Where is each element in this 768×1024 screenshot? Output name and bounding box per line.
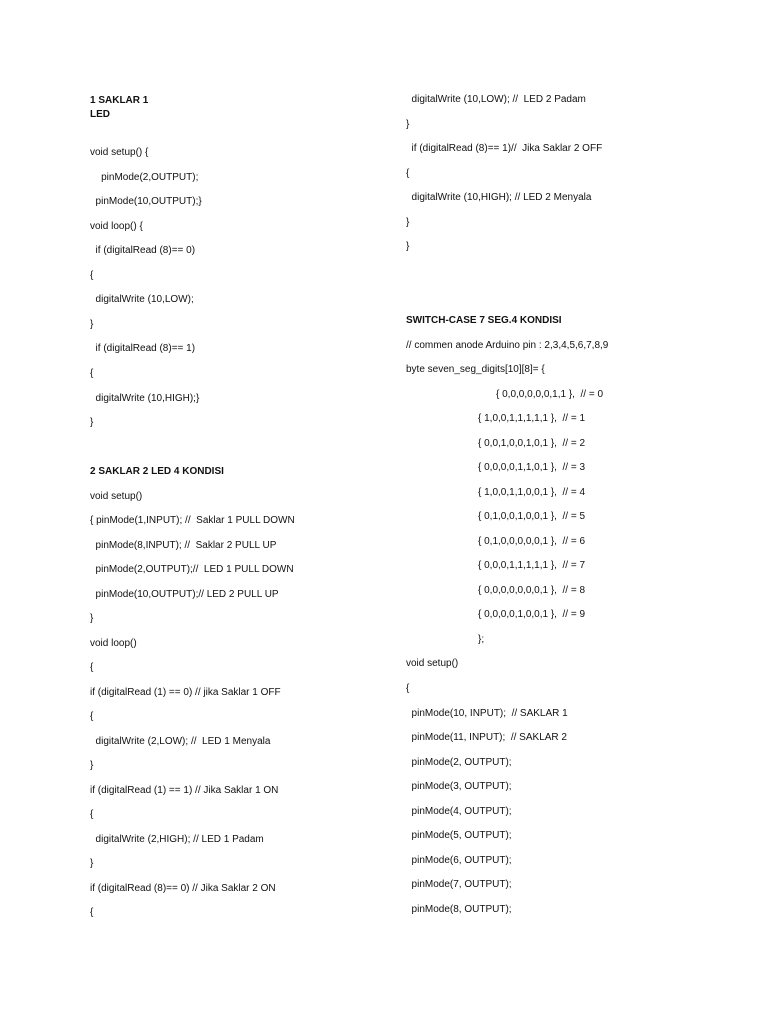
section-heading-1-saklar-1-led: 1 SAKLAR 1 xyxy=(90,95,149,106)
code-line: digitalWrite (2,HIGH); // LED 1 Padam xyxy=(90,834,264,845)
code-line: pinMode(10,OUTPUT);} xyxy=(90,196,202,207)
code-line: pinMode(3, OUTPUT); xyxy=(406,781,512,792)
code-line: pinMode(4, OUTPUT); xyxy=(406,806,512,817)
code-line: } xyxy=(406,217,410,228)
code-line-array-row: { 0,0,0,1,1,1,1,1 }, // = 7 xyxy=(478,560,586,571)
code-line-array-row: { 0,0,0,0,0,0,1,1 }, // = 0 xyxy=(496,389,604,400)
code-line: { xyxy=(90,809,94,820)
section-heading-led: LED xyxy=(90,109,110,120)
code-line: pinMode(2, OUTPUT); xyxy=(406,757,512,768)
code-line: }; xyxy=(478,634,485,645)
code-line: } xyxy=(90,613,94,624)
code-line-array-row: { 1,0,0,1,1,1,1,1 }, // = 1 xyxy=(478,413,586,424)
code-line-array-row: { 0,0,0,0,1,0,0,1 }, // = 9 xyxy=(478,609,586,620)
code-line-array-row: { 0,0,0,0,1,1,0,1 }, // = 3 xyxy=(478,462,586,473)
code-line: pinMode(8,INPUT); // Saklar 2 PULL UP xyxy=(90,540,277,551)
code-line: void setup() xyxy=(406,658,459,669)
code-line: pinMode(10,OUTPUT);// LED 2 PULL UP xyxy=(90,589,279,600)
code-line: digitalWrite (10,HIGH);} xyxy=(90,393,200,404)
code-line: // commen anode Arduino pin : 2,3,4,5,6,7,8,9 xyxy=(406,340,609,351)
code-line: pinMode(8, OUTPUT); xyxy=(406,904,512,915)
code-line: if (digitalRead (8)== 1) xyxy=(90,343,196,354)
code-line-array-row: { 0,0,0,0,0,0,0,1 }, // = 8 xyxy=(478,585,586,596)
code-line: if (digitalRead (8)== 0) // Jika Saklar 2 ON xyxy=(90,883,276,894)
code-line: if (digitalRead (1) == 0) // jika Saklar 1 OFF xyxy=(90,687,281,698)
code-line: } xyxy=(90,417,94,428)
code-line: void setup() xyxy=(90,491,143,502)
code-line-array-row: { 0,1,0,0,1,0,0,1 }, // = 5 xyxy=(478,511,586,522)
code-line: digitalWrite (10,LOW); xyxy=(90,294,194,305)
code-line: void loop() xyxy=(90,638,137,649)
section-heading-2-saklar-2-led: 2 SAKLAR 2 LED 4 KONDISI xyxy=(90,466,224,477)
code-line: { xyxy=(406,683,410,694)
code-line: pinMode(10, INPUT); // SAKLAR 1 xyxy=(406,708,568,719)
code-line: if (digitalRead (1) == 1) // Jika Saklar 1 ON xyxy=(90,785,279,796)
code-line: } xyxy=(90,319,94,330)
code-line: pinMode(11, INPUT); // SAKLAR 2 xyxy=(406,732,567,743)
code-line: } xyxy=(406,241,410,252)
code-line: void setup() { xyxy=(90,147,149,158)
code-line: } xyxy=(90,760,94,771)
section-heading-switch-case: SWITCH-CASE 7 SEG.4 KONDISI xyxy=(406,315,562,326)
code-line: if (digitalRead (8)== 1)// Jika Saklar 2 OFF xyxy=(406,143,603,154)
code-line: { xyxy=(90,270,94,281)
code-line: { pinMode(1,INPUT); // Saklar 1 PULL DOWN xyxy=(90,515,295,526)
code-line: if (digitalRead (8)== 0) xyxy=(90,245,196,256)
code-line: { xyxy=(90,711,94,722)
code-line: pinMode(5, OUTPUT); xyxy=(406,830,512,841)
code-line: digitalWrite (10,HIGH); // LED 2 Menyala xyxy=(406,192,592,203)
code-line: pinMode(6, OUTPUT); xyxy=(406,855,512,866)
code-line: { xyxy=(90,368,94,379)
code-line: pinMode(2,OUTPUT);// LED 1 PULL DOWN xyxy=(90,564,294,575)
code-line: digitalWrite (10,LOW); // LED 2 Padam xyxy=(406,94,586,105)
code-line: { xyxy=(90,662,94,673)
code-line: digitalWrite (2,LOW); // LED 1 Menyala xyxy=(90,736,271,747)
code-line: { xyxy=(90,907,94,918)
code-line: byte seven_seg_digits[10][8]= { xyxy=(406,364,545,375)
code-line: void loop() { xyxy=(90,221,143,232)
code-line: } xyxy=(406,119,410,130)
code-line-array-row: { 0,0,1,0,0,1,0,1 }, // = 2 xyxy=(478,438,586,449)
code-line: } xyxy=(90,858,94,869)
code-line: pinMode(2,OUTPUT); xyxy=(90,172,199,183)
code-line-array-row: { 0,1,0,0,0,0,0,1 }, // = 6 xyxy=(478,536,586,547)
code-line: { xyxy=(406,168,410,179)
code-line: pinMode(7, OUTPUT); xyxy=(406,879,512,890)
code-line-array-row: { 1,0,0,1,1,0,0,1 }, // = 4 xyxy=(478,487,586,498)
